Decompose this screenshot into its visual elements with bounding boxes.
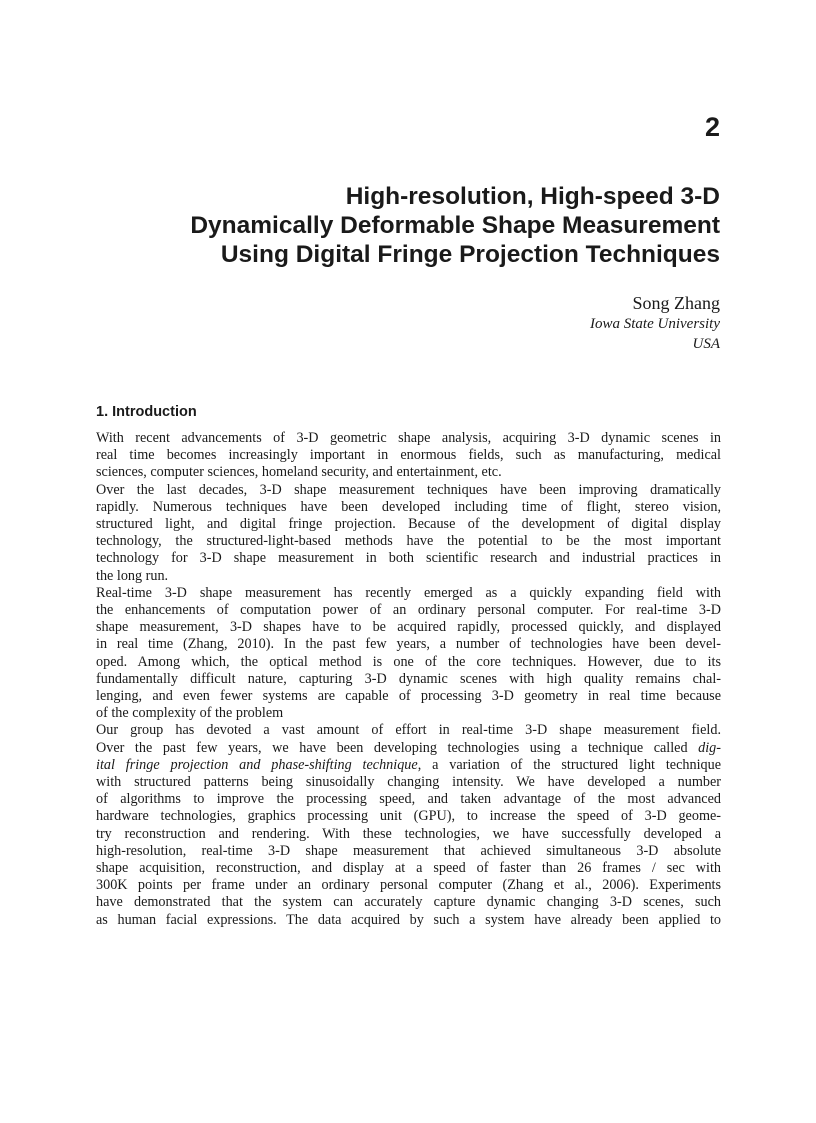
text-line: of the complexity of the problem <box>96 705 284 722</box>
text-line: in real time (Zhang, 2010). In the past few years, a number of technologies have been devel- <box>96 636 721 653</box>
text-line: 300K points per frame under an ordinary personal computer (Zhang et al., 2006). Experiments <box>96 877 721 894</box>
text-line: the enhancements of computation power of an ordinary personal computer. For real-time 3-D <box>96 602 721 619</box>
text-line: high-resolution, real-time 3-D shape measurement that achieved simultaneous 3-D absolute <box>96 842 721 859</box>
text-line: technology for 3-D shape measurement in both scientific research and industrial practices in <box>96 550 721 567</box>
paragraph <box>96 585 721 723</box>
emphasized-term: ital fringe projection and phase-shifting technique <box>96 756 418 773</box>
text-line: have demonstrated that the system can accurately capture dynamic changing 3-D scenes, such <box>96 894 721 911</box>
author-country: USA <box>692 336 720 352</box>
author-block <box>590 292 720 354</box>
text-line: fundamentally difficult nature, capturing 3-D dynamic scenes with high quality remains chal- <box>96 670 721 687</box>
paragraph <box>96 430 721 482</box>
section-heading: 1. Introduction <box>96 404 197 420</box>
text-line: as human facial expressions. The data acquired by such a system have already been applied to <box>96 911 721 928</box>
text-line: shape measurement, 3-D shapes have to be acquired rapidly, processed quickly, and displayed <box>96 619 721 636</box>
text-line: sciences, computer sciences, homeland security, and entertainment, etc. <box>96 464 502 481</box>
emphasized-term: dig- <box>698 739 721 756</box>
paragraph <box>96 482 721 585</box>
text-line: rapidly. Numerous techniques have been developed including time of flight, stereo vision, <box>96 498 721 515</box>
chapter-number: 2 <box>704 112 720 142</box>
text-line: of algorithms to improve the processing speed, and taken advantage of the most advanced <box>96 791 721 808</box>
text-line: With recent advancements of 3-D geometric shape analysis, acquiring 3-D dynamic scenes in <box>96 430 721 446</box>
author-name: Song Zhang <box>632 293 720 313</box>
text-line: structured light, and digital fringe projection. Because of the development of digital display <box>96 516 721 533</box>
text-line: the long run. <box>96 567 169 584</box>
chapter-title-line: Dynamically Deformable Shape Measurement <box>190 212 720 239</box>
text-line <box>96 757 721 774</box>
text-line: Our group has devoted a vast amount of effort in real-time 3-D shape measurement field. <box>96 722 721 739</box>
chapter-title-line: High-resolution, High-speed 3-D <box>345 183 720 210</box>
chapter-title <box>80 182 720 269</box>
author-institution: Iowa State University <box>590 316 720 332</box>
text-line: with structured patterns being sinusoidally changing intensity. We have developed a number <box>96 774 721 791</box>
text-line: try reconstruction and rendering. With these technologies, we have successfully developed a <box>96 825 721 842</box>
text-line: Real-time 3-D shape measurement has recently emerged as a quickly expanding field with <box>96 584 721 601</box>
text-run: , a variation of the structured light technique <box>417 756 721 773</box>
text-line <box>96 740 721 757</box>
chapter-title-line: Using Digital Fringe Projection Techniques <box>220 241 720 268</box>
text-line: technology, the structured-light-based methods have the potential to be the most important <box>96 533 721 550</box>
text-run: Over the past few years, we have been developing technologies using a technique called <box>96 739 699 756</box>
text-line: oped. Among which, the optical method is one of the core techniques. However, due to its <box>96 653 721 670</box>
text-line: real time becomes increasingly important in enormous fields, such as manufacturing, medical <box>96 447 721 464</box>
text-line: hardware technologies, graphics processing unit (GPU), to increase the speed of 3-D geome- <box>96 808 721 825</box>
body-text <box>96 430 721 929</box>
text-line: shape acquisition, reconstruction, and display at a speed of faster than 26 frames / sec with <box>96 860 721 877</box>
paragraph <box>96 722 721 928</box>
text-line: Over the last decades, 3-D shape measurement techniques have been improving dramatically <box>96 481 721 498</box>
text-line: lenging, and even fewer systems are capable of processing 3-D geometry in real time because <box>96 688 721 705</box>
